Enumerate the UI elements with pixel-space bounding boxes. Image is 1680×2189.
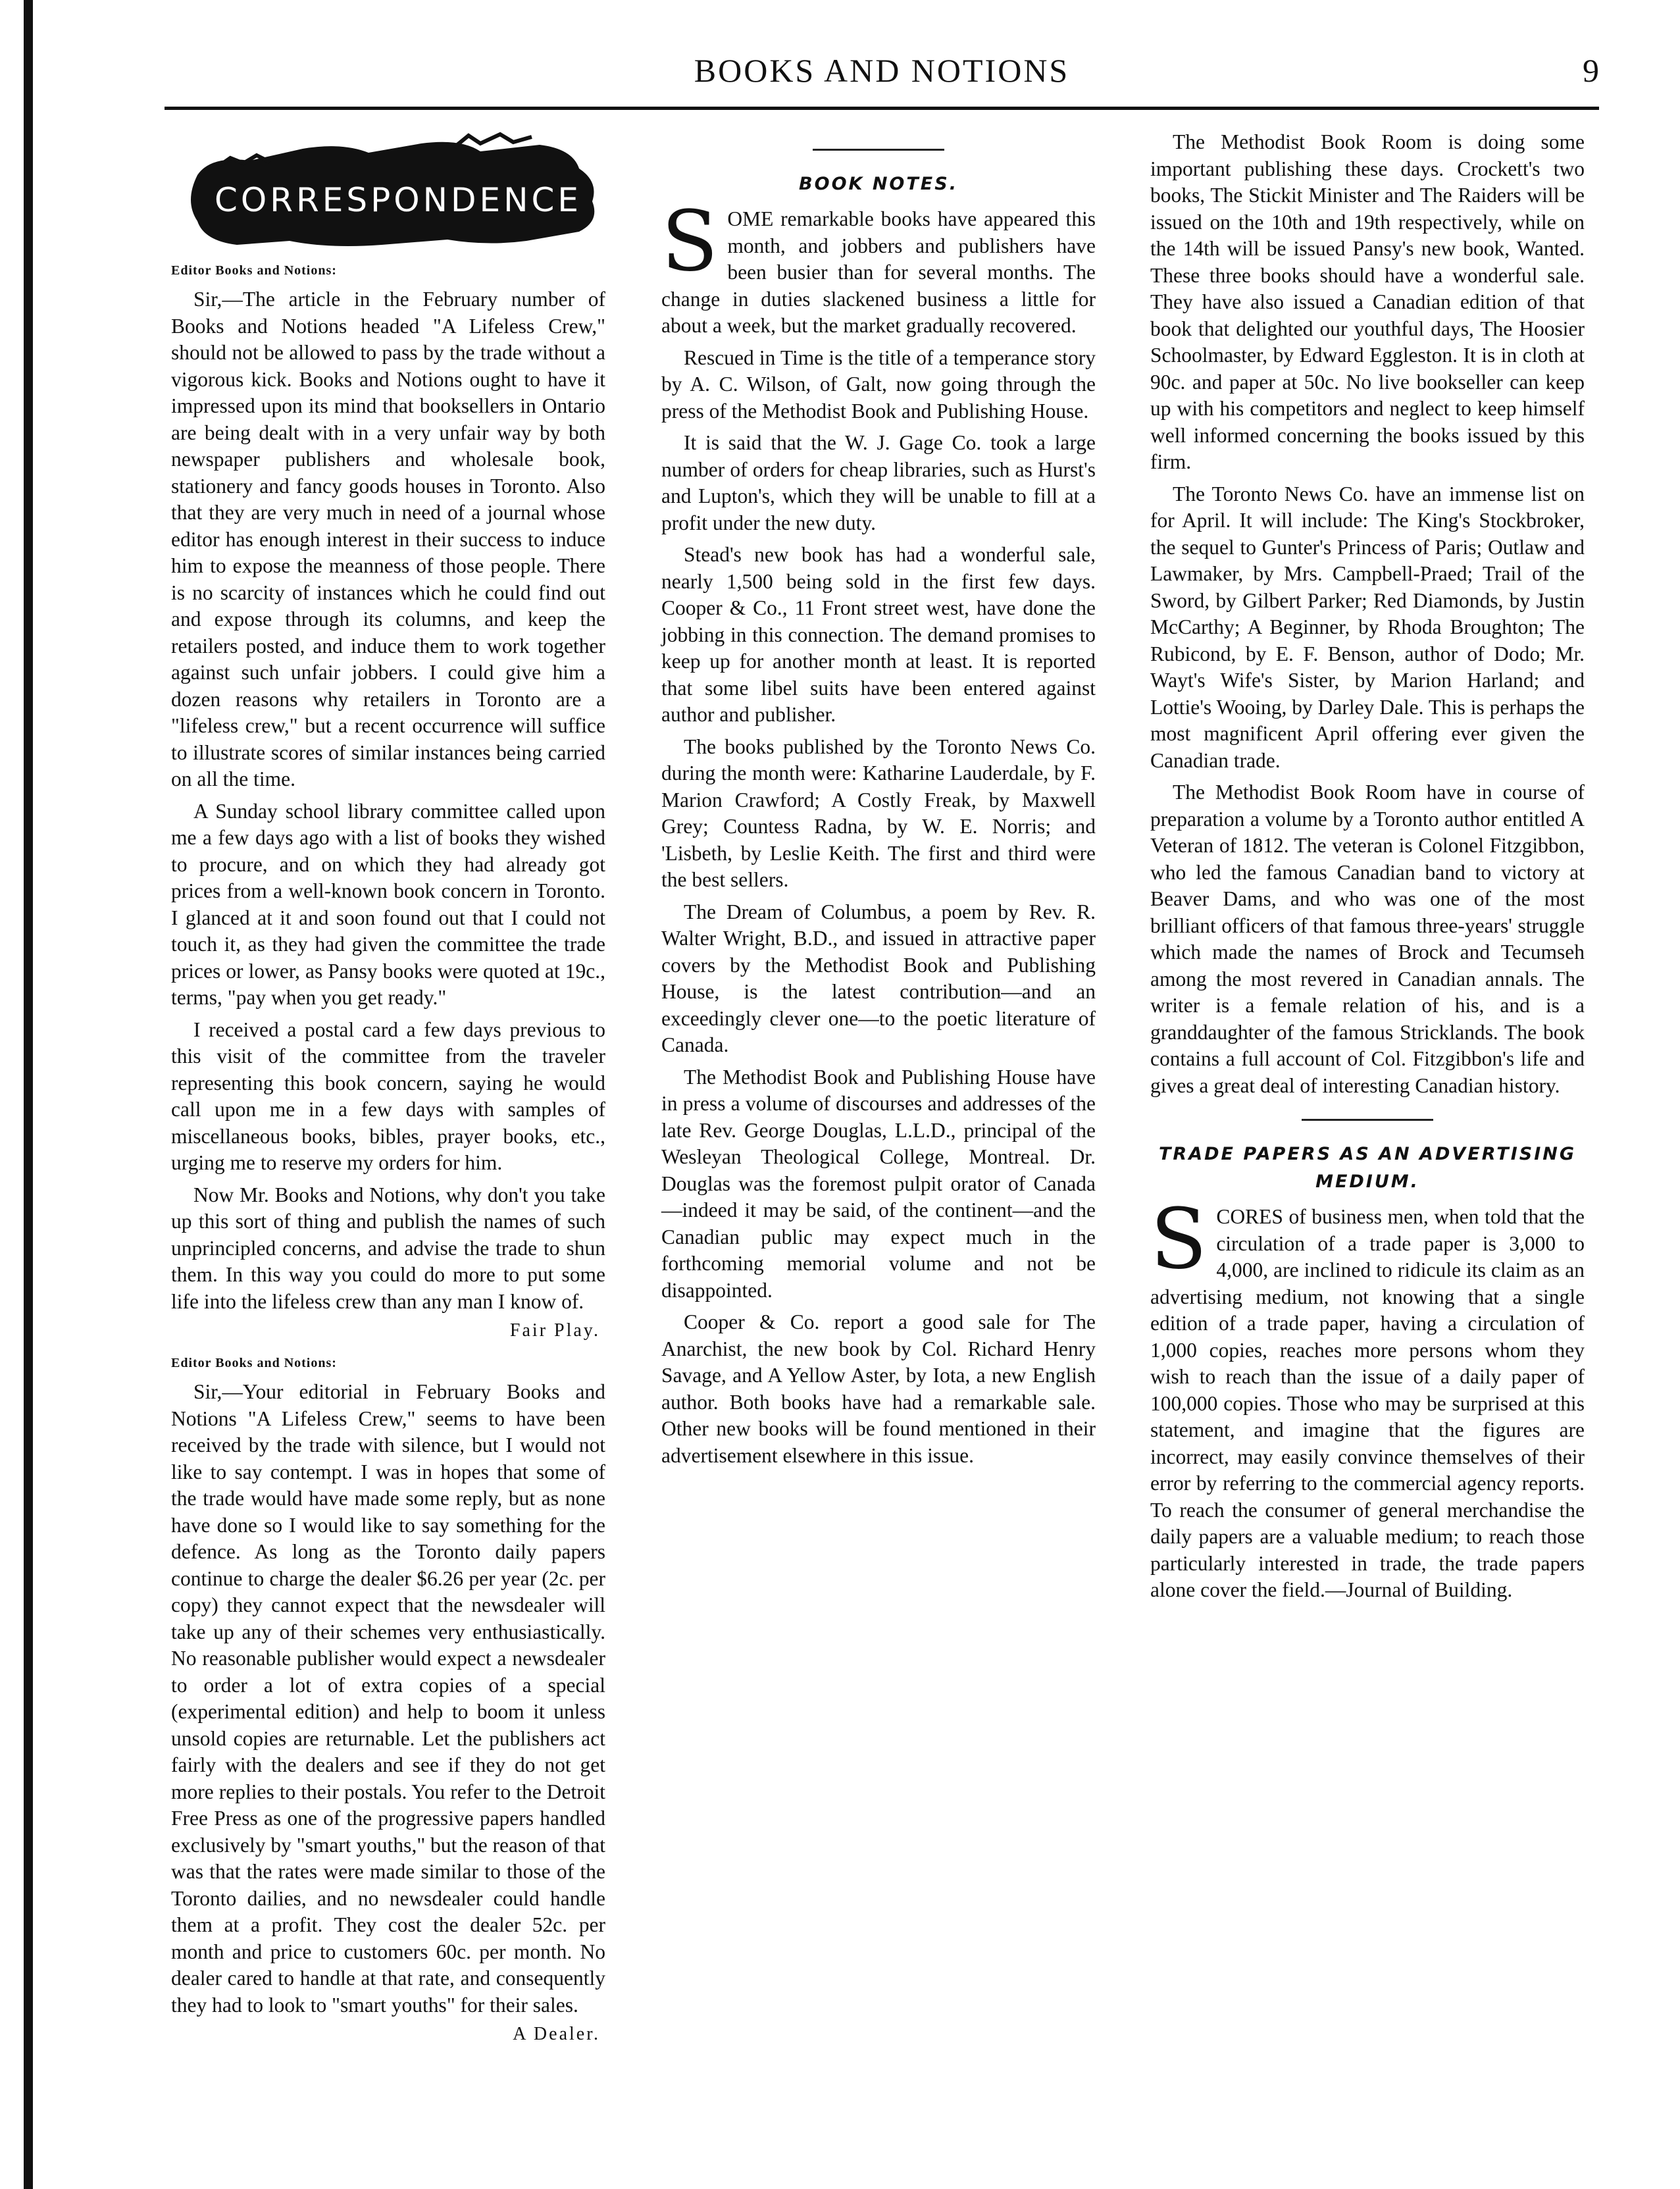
book-notes-paragraph: The books published by the Toronto News Co. during the month were: Katharine Lauderdale, by F. Marion Crawford; A Costly Freak, by Maxwell Grey; Countess Radna, by W. E. Norris; and 'Lisbeth, by Leslie Keith. The first and third were the best sellers. — [661, 734, 1096, 891]
book-notes-paragraph: The Methodist Book and Publishing House have in press a volume of discourses and addresses of the late Rev. George Douglas, L.L.D., principal of the Wesleyan Theological College, Montreal. Dr. Douglas was the foremost pulpit orator of Canada—indeed it may be said, of the continent—and the Canadian public may expect much in the forthcoming memorial volume and not be disappointed. — [661, 1065, 1096, 1302]
page-header — [165, 51, 1599, 97]
trade-papers-paragraph — [1150, 1191, 1585, 1604]
book-notes-heading: BOOK NOTES. — [799, 174, 958, 194]
letter-2-address: Editor Books and Notions: — [171, 1356, 337, 1370]
trade-papers-dropcap: S — [1150, 1191, 1208, 1287]
column-2 — [661, 129, 1096, 1474]
header-rule — [165, 107, 1599, 110]
trade-papers-heading: TRADE PAPERS AS AN ADVERTISING MEDIUM. — [1158, 1144, 1576, 1192]
book-notes-paragraph: The Methodist Book Room is doing some important publishing these days. Crockett's two books, The Stickit Minister and The Raiders will be issued on the 10th and 19th respectively, while on the 14th will be issued Pansy's new book, Wanted. These three books should have a wonderful sale. They have also issued a Canadian edition of that book that delighted our youthful days, The Hoosier Schoolmaster, by Edward Eggleston. It is in cloth at 90c. and paper at 50c. No live bookseller can keep up with his competitors and neglect to keep himself well informed concerning the books issued by this firm. — [1150, 130, 1585, 473]
letter-1-address: Editor Books and Notions: — [171, 263, 337, 278]
book-notes-dropcap: S — [661, 193, 719, 290]
book-notes-paragraph: Rescued in Time is the title of a temperance story by A. C. Wilson, of Galt, now going through the press of the Methodist Book and Publishing House. — [661, 346, 1096, 423]
running-title: BOOKS AND NOTIONS — [694, 52, 1070, 89]
letter-1-signature: Fair Play. — [509, 1320, 600, 1341]
book-notes-paragraph: Stead's new book has had a wonderful sale, nearly 1,500 being sold in the first few days. Cooper & Co., 11 Front street west, have done the jobbing in this connection. The demand promises to keep up for another month at least. It is reported that some libel suits have been entered against author and publisher. — [661, 543, 1096, 726]
letter-1-paragraph: A Sunday school library committee called upon me a few days ago with a list of books they wished to procure, and on which they had already got prices from a well-known book concern in Toronto. I glanced at it and soon found out that I could not touch it, as they had given the committee the trade prices or lower, as Pansy books were quoted at 19c., terms, "pay when you get ready." — [171, 799, 605, 1009]
book-notes-paragraph: It is said that the W. J. Gage Co. took a large number of orders for cheap libraries, such as Hurst's and Lupton's, which they will be unable to fill at a profit under the new duty. — [661, 431, 1096, 534]
book-notes-lead-text: OME remarkable books have appeared this month, and jobbers and publishers have been busier than for several months. The change in duties slackened business a little for about a week, but the market gradually recovered. — [661, 207, 1096, 337]
letter-2-signature: A Dealer. — [513, 2024, 600, 2044]
trade-papers-lead-text: CORES of business men, when told that the circulation of a trade paper is 3,000 to 4,000, are inclined to ridicule its claim as an advertising medium, not knowing that a single edition of a trade paper, having a circulation of 1,000 copies, reaches more persons whom they wish to reach than the issue of a daily paper of 100,000 copies. Those who may be surprised at this statement, and imagine that the figures are incorrect, may easily convince themselves of their error by referring to the commercial agency reports. To reach the consumer of general merchandise the daily papers are a valuable medium; to reach those particularly interested in trade, the trade papers alone cover the field.—Journal of Building. — [1150, 1205, 1585, 1601]
column-3 — [1150, 129, 1585, 1609]
section-separator — [813, 149, 944, 151]
letter-1-paragraph: I received a postal card a few days previous to this visit of the committee from the traveler representing this book concern, saying he would call upon me in a few days with samples of miscellaneous books, bibles, prayer books, etc., urging me to reserve my orders for him. — [171, 1017, 605, 1174]
letter-2-paragraph: Sir,—Your editorial in February Books and Notions "A Lifeless Crew," seems to have been received by the trade with silence, but I would not like to say contempt. I was in hopes that some of the trade would have made some reply, but as none have done so I would like to say something for the defence. As long as the Toronto daily papers continue to charge the dealer $6.26 per year (2c. per copy) they cannot expect that the newsdealer will take up any of their schemes very enthusiastically. No reasonable publisher would expect a newsdealer to order a lot of extra copies of a special (experimental edition) and help to boom it unless unsold copies are returnable. Let the publishers act fairly with the dealers and see if they do not get more replies to their postals. You refer to the Detroit Free Press as one of the progressive papers handled exclusively by "smart youths," but the reason of that was that the rates were made similar to those of the Toronto dailies, and no newsdealer could handle them at a profit. They cost the dealer 52c. per month and price to customers 60c. per month. No dealer cared to handle at that rate, and consequently they had to look to "smart youths" for their sales. — [171, 1380, 605, 2017]
book-notes-paragraph: The Dream of Columbus, a poem by Rev. R. Walter Wright, B.D., and issued in attractive paper covers by the Methodist Book and Publishing House, is the latest contribution—and an exceedingly clever one—to the poetic literature of Canada. — [661, 900, 1096, 1056]
book-notes-paragraph: Cooper & Co. report a good sale for The Anarchist, the new book by Col. Richard Henry Savage, and A Yellow Aster, by Iota, a new English author. Both books have had a remarkable sale. Other new books will be found mentioned in their advertisement elsewhere in this issue. — [661, 1310, 1096, 1467]
page-edge-line — [24, 0, 33, 2189]
page-number: 9 — [1583, 52, 1599, 89]
section-separator — [1302, 1119, 1433, 1121]
book-notes-paragraph — [661, 193, 1096, 340]
letter-1-paragraph: Now Mr. Books and Notions, why don't you take up this sort of thing and publish the names of such unprincipled concerns, and advise the trade to shun them. In this way you could do more to put some life into the lifeless crew than any man I know of. — [171, 1183, 605, 1313]
book-notes-paragraph: The Toronto News Co. have an immense list on for April. It will include: The King's Stockbroker, the sequel to Gunter's Princess of Paris; Outlaw and Lawmaker, by Mrs. Campbell-Praed; Trail of the Sword, by Gilbert Parker; Red Diamonds, by Justin McCarthy; A Beginner, by Rhoda Broughton; The Rubicond, by E. F. Benson, author of Dodo; Mr. Wayt's Wife's Sister, by Marion Harland; and Lottie's Wooing, by Darley Dale. This is perhaps the most magnificent April offering ever given the Canadian trade. — [1150, 482, 1585, 772]
letter-1-paragraph: Sir,—The article in the February number of Books and Notions headed "A Lifeless Crew," should not be allowed to pass by the trade without a vigorous kick. Books and Notions ought to have it impressed upon its mind that booksellers in Ontario are being dealt with in a very unfair way by both newspaper publishers and wholesale book, stationery and fancy goods houses in Toronto. Also that they are very much in need of a journal whose editor has enough interest in their success to induce him to expose the meanness of those people. There is no scarcity of instances which he could find out and expose through its columns, and keep the retailers posted, and induce them to work together against such unfair jobbers. I could give him a dozen reasons why retailers in Toronto are a "lifeless crew," but a recent occurrence will suffice to illustrate scores of similar instances being carried on all the time. — [171, 288, 605, 790]
column-1 — [171, 129, 605, 2059]
book-notes-paragraph: The Methodist Book Room have in course of preparation a volume by a Toronto author entitled A Veteran of 1812. The veteran is Colonel Fitzgibbon, who led the famous Canadian band to victory at Beaver Dams, and who was one of the most brilliant officers of that famous three-years' struggle which made the names of Brock and Tecumseh among the most revered in Canadian annals. The writer is a female relation of his, and is a granddaughter of the famous Stricklands. The book contains a full account of Col. Fitzgibbon's life and gives a great deal of interesting Canadian history. — [1150, 781, 1585, 1097]
banner-title: CORRESPONDENCE — [215, 181, 582, 219]
correspondence-banner — [171, 129, 605, 254]
